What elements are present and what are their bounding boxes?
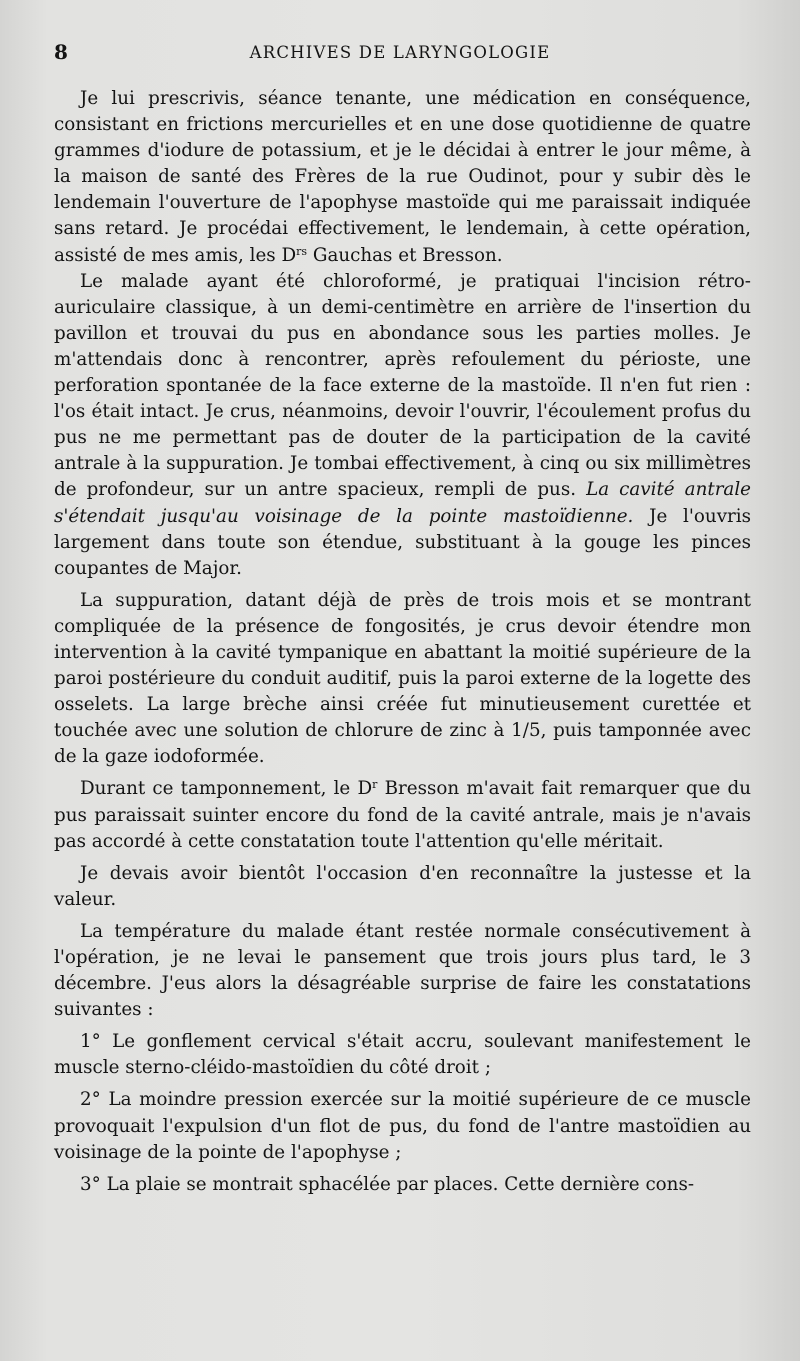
running-title: ARCHIVES DE LARYNGOLOGIE (249, 43, 551, 62)
page-header (54, 40, 746, 74)
paragraph-prescription: Je lui prescrivis, séance tenante, une médication en conséquence, consistant en frictions mercurielles et en une dose quotidienne de quatre grammes d'iodure de potassium, et je le décidai à entrer le jour même, à la maison de santé des Frères de la rue Oudinot, pour y subir dès le lendemain l'ouverture de l'apophyse mastoïde qui me paraissait indiquée sans retard. Je procédai effectivement, le lendemain, à cette opération, assisté de mes amis, les $D^{rs}$ Gauchas et Bresson. (54, 88, 751, 266)
paragraph-suppuration: La suppuration, datant déjà de près de trois mois et se montrant compliquée de la présence de fongosités, je crus devoir étendre mon intervention à la cavité tympanique en abattant la moitié supérieure de la paroi postérieure du conduit auditif, puis la paroi externe de la logette des osselets. La large brèche ainsi créée fut minutieusement curettée et touchée avec une solution de chlorure de zinc à 1/5, puis tamponnée avec de la gaze iodoformée. (54, 589, 751, 768)
superscript-rs: rs (296, 244, 308, 258)
paragraph-tamponnement: Durant ce tamponnement, le $D^r$ Bresson m'avait fait remarquer que du pus paraissait suinter encore du fond de la cavité antrale, mais je n'avais pas accordé à cette constatation toute l'attention qu'elle méritait. (54, 778, 752, 852)
list-item-3: 3° La plaie se montrait sphacélée par places. Cette dernière cons- (80, 1173, 695, 1195)
list-item-2: 2° La moindre pression exercée sur la moitié supérieure de ce muscle provoquait l'expulsion d'un flot de pus, du fond de l'antre mastoïdien au voisinage de la pointe de l'apophyse ; (54, 1089, 751, 1163)
superscript-r: r (372, 778, 378, 792)
page-number: 8 (54, 40, 68, 64)
paragraph-justesse: Je devais avoir bientôt l'occasion d'en reconnaître la justesse et la valeur. (54, 862, 751, 910)
body-text (54, 86, 751, 1198)
italic-passage: La cavité antrale s'étendait jusqu'au voisinage de la pointe mastoïdienne. (54, 479, 751, 527)
paragraph-temperature: La température du malade étant restée normale consécutivement à l'opération, je ne levai le pansement que trois jours plus tard, le 3 décembre. J'eus alors la désagréable surprise de faire les constatations suivantes : (54, 920, 751, 1021)
list-item-1: 1° Le gonflement cervical s'était accru, soulevant manifestement le muscle sterno-cléido-mastoïdien du côté droit ; (54, 1031, 751, 1079)
paragraph-operation: Le malade ayant été chloroformé, je pratiquai l'incision rétro-auriculaire classique, à un demi-centimètre en arrière de l'insertion du pavillon et trouvai du pus en abondance sous les parties molles. Je m'attendais donc à rencontrer, après refoulement du périoste, une perforation spontanée de la face externe de la mastoïde. Il n'en fut rien : l'os était intact. Je crus, néanmoins, devoir l'ouvrir, l'écoulement profus du pus ne me permettant pas de douter de la participation de la cavité antrale à la suppuration. Je tombai effectivement, à cinq ou six millimètres de profondeur, sur un antre spacieux, rempli de pus. La cavité antrale s'étendait jusqu'au voisinage de la pointe mastoïdienne. Je l'ouvris largement dans toute son étendue, substituant à la gouge les pinces coupantes de Major. (54, 270, 751, 579)
